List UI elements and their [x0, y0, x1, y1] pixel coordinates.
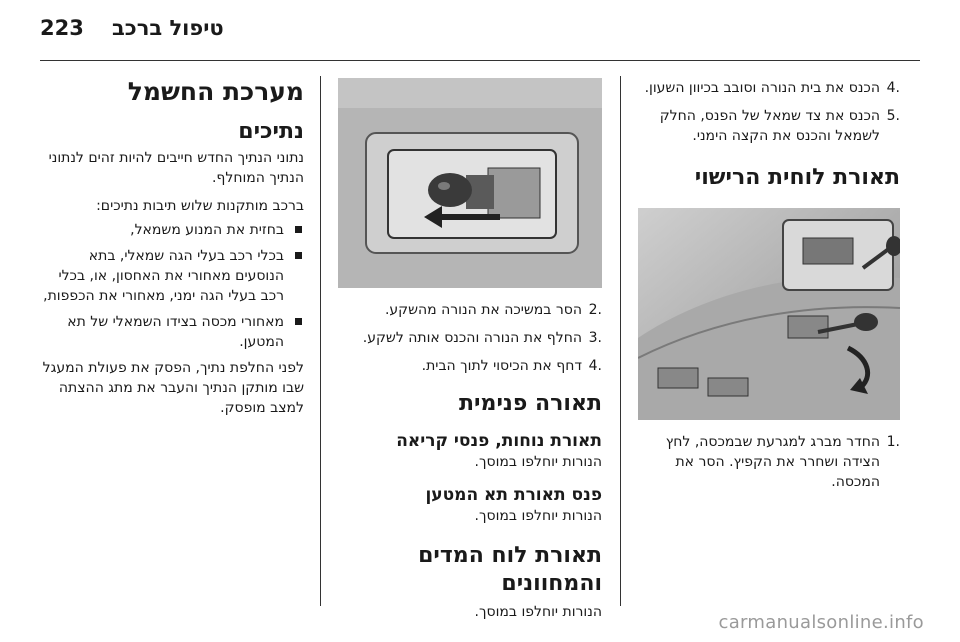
bullet-square-icon	[295, 226, 302, 233]
paragraph: הנורות יוחלפו במוסך.	[474, 508, 602, 524]
right-column	[40, 76, 304, 418]
watermark: carmanualsonline.info	[718, 612, 924, 633]
step-item: .1 החדר מברג למגרעת שבמכסה, לחץ הצידה ושחרר את הקפיץ. הסר את המכסה.	[665, 434, 900, 490]
header-rule	[40, 60, 920, 61]
step-item: .5 הכנס את צד שמאל של הפנס, החלק לשמאל והכנס את הקצה הימני.	[659, 108, 900, 144]
step-item: .4 הכנס את בית הנורה וסובב בכיוון השעון.	[644, 80, 900, 96]
running-title: טיפול ברכב	[112, 16, 224, 40]
section-heading-license-plate: תאורת לוחית הרישוי	[694, 165, 900, 190]
subheading-comfort-lights: תאורת נוחות, פנסי קריאה	[396, 431, 602, 451]
bullet-square-icon	[295, 252, 302, 259]
paragraph: נתוני הנתיך החדש חייבים להיות זהים לנתוני הנתיך המוחלף.	[48, 150, 304, 186]
section-heading-fuses: נתיכים	[238, 119, 304, 144]
bullet-square-icon	[295, 318, 302, 325]
left-column	[634, 78, 900, 192]
paragraph: לפני החלפת נתיך, הפסק את פעולת המעגל שבו מותקן הנתיך והעבר את מתג ההצתה למצב מופסק.	[42, 360, 304, 416]
paragraph: ברכב מותקנות שלוש תיבות נתיכים:	[96, 198, 304, 214]
left-column-bottom	[634, 432, 900, 500]
paragraph: הנורות יוחלפו במוסך.	[474, 604, 602, 620]
list-item: בכלי רכב בעלי הגה שמאלי, בתא הנוסעים מאחורי את האחסון, או, בכלי רכב בעלי הגה ימני, מאחורי את הכפפות,	[40, 246, 304, 306]
subheading-trunk-light: פנס תאורת תא המטען	[425, 485, 602, 505]
license-plate-light-photo	[638, 208, 900, 420]
column-divider-left	[320, 76, 321, 606]
middle-column	[336, 300, 602, 622]
page-number: 223	[40, 16, 84, 40]
bulb-removal-photo	[338, 78, 602, 288]
step-item: .2 הסר במשיכה את הנורה מהשקע.	[384, 302, 602, 318]
chapter-heading-electrical: מערכת החשמל	[127, 77, 304, 106]
step-item: .4 דחף את הכיסוי לתוך הבית.	[421, 358, 602, 374]
step-item: .3 החלף את הנורה והכנס אותה לשקע.	[362, 330, 602, 346]
column-divider-right	[620, 76, 621, 606]
paragraph: הנורות יוחלפו במוסך.	[474, 454, 602, 470]
list-item: מאחורי מכסה בצידו השמאלי של תא המטען.	[40, 312, 304, 352]
section-heading-dashboard: תאורת לוח המדים והמחוונים	[418, 543, 602, 596]
list-item: בחזית את המנוע משמאל,	[40, 220, 304, 240]
section-heading-interior: תאורה פנימית	[459, 391, 602, 416]
